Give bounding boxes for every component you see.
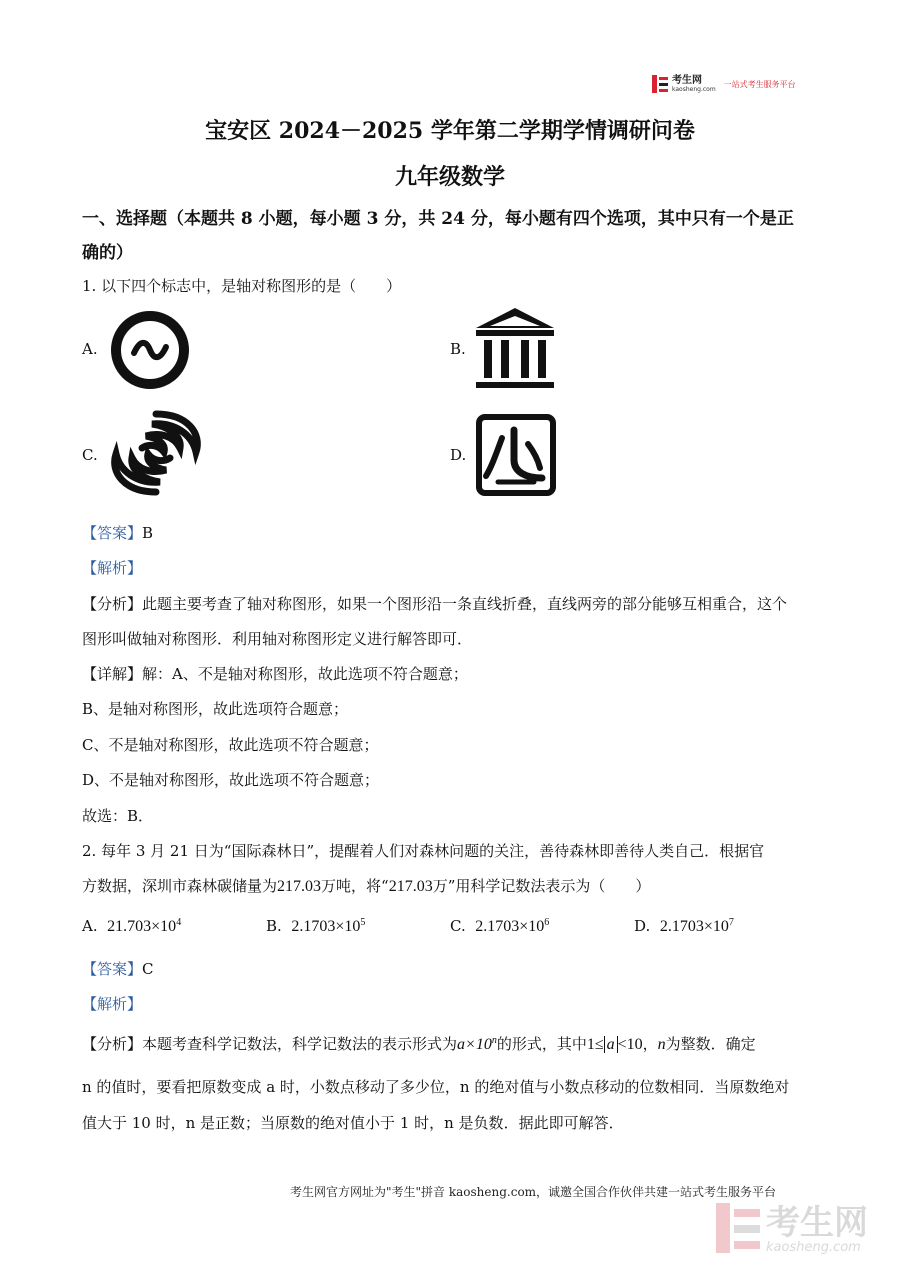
q1-option-c-logo-icon: [108, 408, 204, 502]
q2-option-a: [82, 917, 181, 936]
q2-fenxi-cont-2: 值大于 10 时，n 是正数；当原数的绝对值小于 1 时，n 是负数．据此即可解答．: [82, 1114, 624, 1132]
q2-fenxi-cont: n 的值时，要看把原数变成 a 时，小数点移动了多少位，n 的绝对值与小数点移动的位数相同．当原数绝对: [82, 1078, 790, 1096]
q1-option-a-logo-icon: [110, 310, 190, 394]
q2-stem-text-c: 万”用科学记数法表示为（ ）: [432, 877, 651, 895]
q1-stem: 1. 以下四个标志中，是轴对称图形的是（ ）: [82, 277, 402, 295]
fenxi-text-b: 的形式，其中: [496, 1035, 587, 1053]
q2-number-1: 217.03: [277, 878, 322, 895]
fenxi-label: 【分析】: [82, 595, 143, 613]
logo-slogan: 一站式考生服务平台: [723, 79, 796, 89]
q1-detail-c: C、不是轴对称图形，故此选项不符合题意；: [82, 736, 379, 754]
q2-analysis-label: 【解析】: [82, 995, 143, 1013]
q2-number-2: 217.03: [388, 878, 433, 895]
fenxi-text-c: ，: [642, 1035, 658, 1053]
q1-option-c-label: C.: [82, 446, 98, 464]
fenxi-inequality-left: 1≤: [586, 1036, 604, 1053]
q1-detail-b: B、是轴对称图形，故此选项符合题意；: [82, 700, 349, 718]
option-exponent: 4: [176, 917, 182, 928]
option-label: A.: [82, 917, 98, 935]
q1-fenxi-cont: 图形叫做轴对称图形．利用轴对称图形定义进行解答即可．: [82, 630, 473, 648]
subject-title: 九年级数学: [394, 164, 505, 190]
q1-fenxi: [82, 593, 787, 614]
footer-watermark: [716, 1203, 868, 1257]
q1-option-d-logo-icon: [476, 414, 556, 500]
footer-text: 考生网官方网址为"考生"拼音 kaosheng.com，诚邀全国合作伙伴共建一站式考生服务平台: [290, 1185, 777, 1199]
logo-name: 考生网: [672, 74, 702, 86]
q1-analysis-label: 【解析】: [82, 559, 143, 577]
answer-label: 【答案】: [82, 960, 143, 978]
watermark-domain: kaosheng.com: [766, 1240, 861, 1255]
q1-conclusion: 故选：B．: [82, 807, 154, 825]
q2-answer: [82, 958, 154, 979]
fenxi-inequality-right: <10: [617, 1036, 643, 1053]
fenxi-formula: a×10: [457, 1036, 492, 1053]
q2-stem-cont: [82, 875, 650, 896]
q2-stem-text-a: 方数据，深圳市森林碳储量为: [82, 877, 278, 895]
fenxi-label: 【分析】: [82, 1035, 143, 1053]
fenxi-text-a: 本题考查科学记数法，科学记数法的表示形式为: [142, 1035, 458, 1053]
q2-stem-text-b: 万吨，将“: [321, 877, 389, 895]
fenxi-text-d: 为整数．确定: [665, 1035, 756, 1053]
option-exponent: 7: [728, 917, 734, 928]
option-exponent: 5: [360, 917, 366, 928]
answer-value: B: [142, 524, 154, 542]
option-label: B.: [266, 917, 282, 935]
option-base: 2.1703×10: [291, 918, 361, 935]
detail-text: 解：A、不是轴对称图形，故此选项不符合题意；: [142, 665, 468, 683]
option-base: 2.1703×10: [475, 918, 545, 935]
q1-option-b-logo-icon: [474, 306, 556, 394]
kaosheng-logo-icon: [652, 75, 668, 93]
option-base: 21.703×10: [107, 918, 177, 935]
q1-option-b-label: B.: [450, 340, 466, 358]
q2-option-d: [634, 917, 734, 936]
option-exponent: 6: [544, 917, 550, 928]
q1-option-a-label: A.: [82, 340, 98, 358]
q1-answer: [82, 522, 153, 543]
section-heading: 一、选择题（本题共 8 小题，每小题 3 分，共 24 分，每小题有四个选项，其中只有一个是正: [82, 209, 794, 229]
option-label: C.: [450, 917, 466, 935]
option-label: D.: [634, 917, 651, 935]
fenxi-var-n: n: [657, 1036, 666, 1053]
header-logo: [652, 74, 796, 94]
q1-option-d-label: D.: [450, 446, 467, 464]
answer-value: C: [142, 960, 154, 978]
fenxi-text: 此题主要考查了轴对称图形，如果一个图形沿一条直线折叠，直线两旁的部分能够互相重合，这个: [142, 595, 788, 613]
q1-detail: [82, 663, 468, 684]
q2-stem: 2. 每年 3 月 21 日为“国际森林日”，提醒着人们对森林问题的关注，善待森林即善待人类自己．根据官: [82, 842, 765, 860]
fenxi-abs-value: a: [604, 1036, 618, 1053]
q2-option-b: [266, 917, 365, 936]
q2-option-c: [450, 917, 549, 936]
answer-label: 【答案】: [82, 524, 143, 542]
watermark-name: 考生网: [766, 1203, 868, 1243]
option-base: 2.1703×10: [659, 918, 729, 935]
watermark-logo-icon: [716, 1203, 760, 1257]
section-heading-cont: 确的）: [82, 243, 133, 263]
q2-fenxi: [82, 1033, 756, 1054]
logo-domain: kaosheng.com: [672, 85, 716, 93]
fenxi-formula-exponent: n: [491, 1035, 497, 1046]
detail-label: 【详解】: [82, 665, 143, 683]
q1-detail-d: D、不是轴对称图形，故此选项不符合题意；: [82, 771, 380, 789]
document-title: 宝安区 2024－2025 学年第二学期学情调研问卷: [205, 118, 695, 144]
